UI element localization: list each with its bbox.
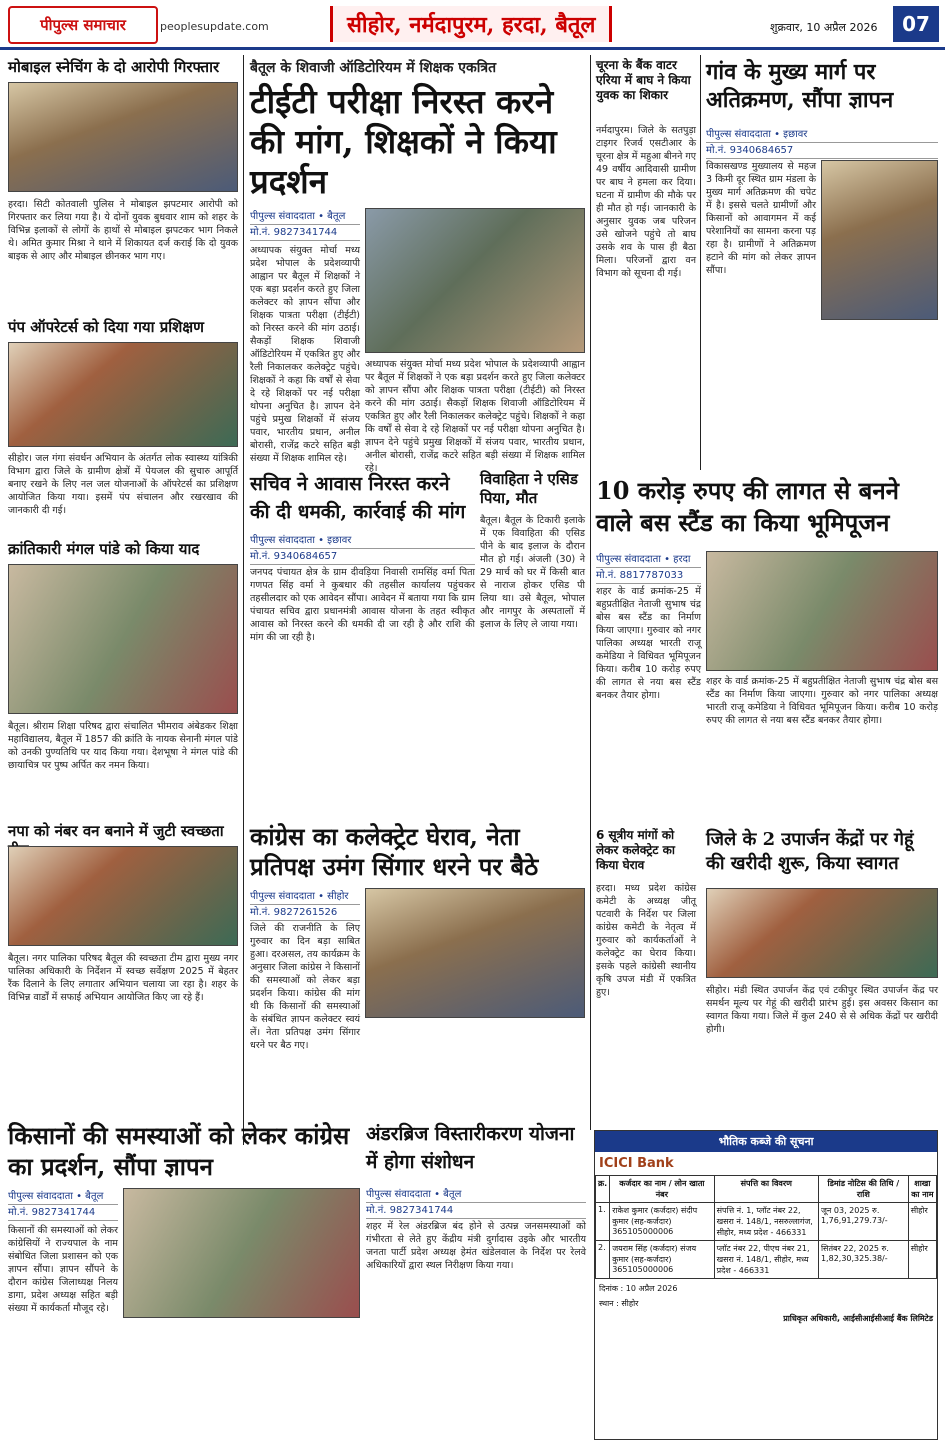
photo-police — [8, 82, 238, 192]
byline: पीपुल्स संवाददाता • बैतूल — [366, 1186, 586, 1203]
byline: पीपुल्स संवाददाता • सीहोर — [250, 888, 360, 905]
table-header: कर्जदार का नाम / लोन खाता नंबर — [610, 1176, 714, 1203]
table-cell: सीहोर — [908, 1241, 936, 1279]
headline: मोबाइल स्नेचिंग के दो आरोपी गिरफ्तार — [8, 58, 220, 76]
byline: पीपुल्स संवाददाता • इछावर — [706, 126, 938, 143]
table-cell: 2. — [596, 1241, 610, 1279]
table-cell: सितंबर 22, 2025 रु. 1,82,30,325.38/- — [818, 1241, 908, 1279]
byline: पीपुल्स संवाददाता • इछावर — [250, 532, 475, 549]
column-rule — [590, 55, 591, 1130]
notice-signatory: प्राधिकृत अधिकारी, आईसीआईसीआई बैंक लिमिटेड — [783, 1314, 933, 1323]
masthead — [0, 0, 945, 50]
article-body: बैतूल। नगर पालिका परिषद बैतूल की स्वच्छता टीम द्वारा मुख्य नगर पालिका अधिकारी के निर्देशन में स्वच्छ सर्वेक्षण 2025 में बेहतर रैंक दिलाने के लिए लगातार अभियान चलाया जा रहा है। शहर के विभिन्न वार्डों में सफाई अभियान आयोजित किए जा रहे हैं। — [8, 953, 238, 1003]
article-six-demands[interactable] — [596, 828, 696, 1118]
byline: पीपुल्स संवाददाता • बैतूल — [250, 208, 360, 225]
table-cell: प्लॉट नंबर 22, पीएच नंबर 21, खसरा नं. 148/1, सीहोर, मध्य प्रदेश - 466331 — [714, 1241, 818, 1279]
article-body: अध्यापक संयुक्त मोर्चा मध्य प्रदेश भोपाल के प्रदेशव्यापी आह्वान पर बैतूल में शिक्षकों ने एक बड़ा प्रदर्शन करते हुए जिला कलेक्टर को ज्ञापन सौंपा और शिक्षक पात्रता परीक्षा (टीईटी) को निरस्त करने की मांग उठाई। सैकड़ों शिक्षक शिवाजी ऑडिटोरियम में एकत्रित हुए और रैली निकालकर कलेक्ट्रेट पहुंचे। शिक्षकों ने कहा कि वर्षों से सेवा दे रहे शिक्षकों पर नई परीक्षा थोपना अनुचित है। ज्ञापन देने पहुंचे प्रमुख शिक्षकों में संजय पवार, भारतीय प्रधान, अनील बोरासी, राजेंद्र कटरे सहित बड़ी संख्या में शिक्षक शामिल रहे। — [250, 245, 360, 464]
headline: क्रांतिकारी मंगल पांडे को किया याद — [8, 540, 200, 558]
headline: नपा को नंबर वन बनाने में जुटी स्वच्छता — [8, 822, 224, 840]
photo-training — [8, 342, 238, 447]
article-wheat-procurement[interactable] — [706, 828, 938, 1118]
byline-mobile: मो.नं. 9340684657 — [250, 548, 475, 565]
article-body: नर्मदापुरम। जिले के सतपुड़ा टाइगर रिजर्व एसटीआर के चूरना क्षेत्र में महुआ बीनने गए 49 वर्षीय आदिवासी ग्रामीण पर बाघ ने हमला कर दिया। घटना में ग्रामीण की मौके पर ही मौत हो गई। जानकारी के अनुसार युवक जब परिजन उसे खोजने पहुंचे तो बाघ उसके शव के पास ही बैठा मिला। परिजनों द्वारा वन विभाग को सूचना दी गई। — [596, 125, 696, 279]
headline: गांव के मुख्य मार्ग पर अतिक्रमण, सौंपा ज्ञापन — [706, 59, 894, 113]
column-rule — [243, 55, 244, 1145]
article-body: जिले की राजनीति के लिए गुरुवार का दिन बड़ा साबित हुआ। दरअसल, तय कार्यक्रम के अनुसार जिला कांग्रेस ने किसानों की समस्याओं को लेकर बड़ा प्रदर्शन किया। कांग्रेस की मांग थी कि किसानों की समस्याओं के संबंधित ज्ञापन कलेक्टर स्वयं लें। नेता प्रतिपक्ष उमंग सिंगार धरने पर बैठ गए। — [250, 923, 360, 1051]
table-header: शाखा का नाम — [908, 1176, 936, 1203]
headline: चूरना के बैंक वाटर एरिया में बाघ ने किया युवक का शिकार — [596, 58, 691, 102]
photo-memorandum — [821, 160, 938, 320]
article-body: हरदा। मध्य प्रदेश कांग्रेस कमेटी के अध्यक्ष जीतू पटवारी के निर्देश पर जिला कांग्रेस कमेटी के नेतृत्व में गुरुवार को कार्यकर्ताओं ने कलेक्ट्रेट का घेराव किया। इसके पहले कांग्रेसी स्थानीय कृषि उपज मंडी में एकत्रित हुए। — [596, 883, 696, 998]
table-header: डिमांड नोटिस की तिथि / राशि — [818, 1176, 908, 1203]
article-body: बैतूल। बैतूल के टिकारी इलाके में एक विवाहिता की एसिड पीने के बाद इलाज के दौरान मौत हो गई। अंजली (30) ने 29 मार्च को घर में किसी बात से नाराज होकर एसिड पी लिया था। उसे बैतूल, भोपाल और नागपुर के अस्पतालों में इलाज के लिए ले जाया गया। — [480, 515, 585, 630]
article-cleanliness[interactable] — [8, 822, 238, 1090]
article-body: शहर के वार्ड क्रमांक-25 में बहुप्रतीक्षित नेताजी सुभाष चंद्र बोस बस स्टैंड का निर्माण किया जाएगा। गुरुवार को नगर पालिका अध्यक्ष भारती राजू कमेडिया ने विधिवत भूमिपूजन किया। करीब 10 करोड़ रुपए की लागत से नया बस स्टैंड बनकर तैयार होगा। — [596, 586, 701, 701]
headline: किसानों की समस्याओं को लेकर कांग्रेस का प्रदर्शन, सौंपा ज्ञापन — [8, 1121, 350, 1181]
article-body: किसानों की समस्याओं को लेकर कांग्रेसियों ने राज्यपाल के नाम संबोधित जिला प्रशासन को एक ज्ञापन सौंपा। ज्ञापन सौंपने के दौरान कांग्रेस जिलाध्यक्ष निलय डागा, प्रदेश अध्यक्ष सहित बड़ी संख्या में कार्यकर्ता मौजूद रहे। — [8, 1225, 118, 1314]
table-cell: जयराम सिंह (कर्जदार) संजय कुमार (सह-कर्जदार) 365105000006 — [610, 1241, 714, 1279]
notice-date: दिनांक : 10 अप्रैल 2026 — [599, 1284, 678, 1293]
byline-mobile: मो.नं. 8817787033 — [596, 567, 701, 584]
byline: पीपुल्स संवाददाता • हरदा — [596, 551, 701, 568]
kicker: बैतूल के शिवाजी ऑडिटोरियम में शिक्षक एकत्रित — [250, 60, 497, 76]
headline: कांग्रेस का कलेक्ट्रेट घेराव, नेता प्रतिपक्ष उमंग सिंगार धरने पर बैठे — [250, 822, 539, 881]
article-tiger-attack[interactable] — [596, 58, 696, 463]
bank-possession-notice — [594, 1130, 938, 1440]
photo-wheat — [706, 888, 938, 978]
article-body: शहर में रेल अंडरब्रिज बंद होने से उत्पन्न जनसमस्याओं को गंभीरता से लेते हुए केंद्रीय मंत्री दुर्गादास उइके और भारतीय जनता पार्टी प्रदेश अध्यक्ष हेमंत खंडेलवाल के निर्देश पर रेलवे अधिकारियों द्वारा स्थल निरीक्षण किया गया। — [366, 1221, 586, 1271]
article-body: जनपद पंचायत क्षेत्र के ग्राम दीवड़िया निवासी रामसिंह वर्मा पिता गणपत सिंह वर्मा ने कुबधार की तहसील कार्यालय पहुंचकर तहसीलदार को एक आवेदन सौंपा। आवेदन में बताया गया कि ग्राम पंचायत सचिव द्वारा प्रधानमंत्री आवास योजना के तहत स्वीकृत आवास को निरस्त करने की धमकी दी जा रही है और राशि की मांग की जा रही है। — [250, 567, 475, 643]
icici-bank-logo: ICICI Bank — [599, 1156, 674, 1171]
headline: जिले के 2 उपार्जन केंद्रों पर गेहूं की खरीदी शुरू, किया स्वागत — [706, 829, 914, 874]
article-farmer-protest[interactable] — [8, 1120, 360, 1440]
table-header: संपत्ति का विवरण — [714, 1176, 818, 1203]
headline: 10 करोड़ रुपए की लागत से बनने वाले बस स्टैंड का किया भूमिपूजन — [596, 476, 899, 537]
article-congress-gherao[interactable] — [250, 822, 585, 1112]
article-bus-stand[interactable] — [596, 475, 938, 815]
article-underbridge[interactable] — [366, 1120, 586, 1440]
photo-bhoomipujan — [706, 551, 938, 671]
newspaper-logo: पीपुल्स समाचार — [8, 6, 158, 44]
byline-mobile: मो.नं. 9827341744 — [250, 224, 360, 241]
article-acid[interactable] — [480, 470, 585, 810]
notice-header: भौतिक कब्जे की सूचना — [595, 1131, 937, 1152]
headline: टीईटी परीक्षा निरस्त करने की मांग, शिक्षकों ने किया प्रदर्शन — [250, 82, 557, 201]
headline: अंडरब्रिज विस्तारीकरण योजना में होगा संशोधन — [366, 1123, 575, 1173]
article-body: हरदा। सिटी कोतवाली पुलिस ने मोबाइल झपटमार आरोपी को गिरफ्तार कर लिया गया है। ये दोनों युवक बुधवार शाम को शहर के विभिन्न इलाकों से लोगों के हाथों से मोबाइल झपटकर भाग निकले थे। अमित कुमार मिश्रा ने थाने में शिकायत दर्ज कराई कि दो युवक बाइक से आए और मोबाइल छीनकर भाग गए। — [8, 199, 238, 262]
article-body: बैतूल। श्रीराम शिक्षा परिषद द्वारा संचालित भीमराव अंबेडकर शिक्षा महाविद्यालय, बैतूल में 1857 की क्रांति के नायक सेनानी मंगल पांडे को उनकी पुण्यतिथि पर याद किया गया। देशभूषा ने मंगल पांडे की छायाचित्र पर पुष्प अर्पित कर नमन किया। — [8, 721, 238, 771]
table-row — [596, 1241, 937, 1279]
table-cell: जून 03, 2025 रु. 1,76,91,279.73/- — [818, 1203, 908, 1241]
edition-cities: सीहोर, नर्मदापुरम, हरदा, बैतूल — [330, 6, 612, 42]
article-mangal-pandey[interactable] — [8, 540, 238, 810]
notice-table — [595, 1175, 937, 1279]
table-cell: सीहोर — [908, 1203, 936, 1241]
headline: पंप ऑपरेटर्स को दिया गया प्रशिक्षण — [8, 318, 204, 336]
website-link[interactable]: peoplesupdate.com — [160, 20, 269, 33]
article-body-cont: अध्यापक संयुक्त मोर्चा मध्य प्रदेश भोपाल के प्रदेशव्यापी आह्वान पर बैतूल में शिक्षकों ने एक बड़ा प्रदर्शन करते हुए जिला कलेक्टर को ज्ञापन सौंपा और शिक्षक पात्रता परीक्षा (टीईटी) को निरस्त करने की मांग उठाई। सैकड़ों शिक्षक शिवाजी ऑडिटोरियम में एकत्रित हुए और रैली निकालकर कलेक्ट्रेट पहुंचे। शिक्षकों ने कहा कि वर्षों से सेवा दे रहे शिक्षकों पर नई परीक्षा थोपना अनुचित है। ज्ञापन देने पहुंचे प्रमुख शिक्षकों में संजय पवार, भारतीय प्रधान, अनील बोरासी, राजेंद्र कटरे सहित बड़ी संख्या में शिक्षक शामिल रहे। — [365, 359, 585, 474]
byline-mobile: मो.नं. 9827261526 — [250, 904, 360, 921]
photo-dharna — [365, 888, 585, 1018]
byline-mobile: मो.नं. 9827341744 — [366, 1202, 586, 1219]
photo-farmer-rally — [123, 1188, 360, 1318]
table-cell: राकेश कुमार (कर्जदार) संदीप कुमार (सह-कर्जदार) 365105000006 — [610, 1203, 714, 1241]
article-encroachment[interactable] — [706, 58, 938, 463]
table-header: क्र. — [596, 1176, 610, 1203]
table-cell: संपत्ति नं. 1, प्लॉट नंबर 22, खसरा नं. 148/1, नसरुल्लागंज, सीहोर, मध्य प्रदेश - 466331 — [714, 1203, 818, 1241]
article-pump-training[interactable] — [8, 318, 238, 528]
byline-mobile: मो.नं. 9827341744 — [8, 1204, 118, 1221]
headline: सचिव ने आवास निरस्त करने की दी धमकी, कार्रवाई की मांग — [250, 473, 466, 523]
article-body: सीहोर। मंडी स्थित उपार्जन केंद्र एवं टकीपुर स्थित उपार्जन केंद्र पर समर्थन मूल्य पर गेहूं की खरीदी प्रारंभ हुई। इस अवसर किसान का स्वागत किया गया। जिले में कुल 240 से से अधिक केंद्रों पर खरीदी होगी। — [706, 985, 938, 1035]
table-row — [596, 1203, 937, 1241]
photo-cleaning — [8, 846, 238, 946]
article-housing-threat[interactable] — [250, 470, 475, 810]
photo-teachers-crowd — [365, 208, 585, 353]
photo-tribute — [8, 564, 238, 714]
column-rule — [700, 55, 701, 470]
headline: विवाहिता ने एसिड पिया, मौत — [480, 470, 578, 507]
article-mobile-snatching[interactable] — [8, 58, 238, 308]
byline: पीपुल्स संवाददाता • बैतूल — [8, 1188, 118, 1205]
notice-place: स्थान : सीहोर — [599, 1299, 639, 1308]
page-number: 07 — [893, 6, 939, 42]
article-tet-protest[interactable] — [250, 58, 585, 474]
headline: 6 सूत्रीय मांगों को लेकर कलेक्ट्रेट का किया घेराव — [596, 828, 675, 872]
issue-date: शुक्रवार, 10 अप्रैल 2026 — [770, 21, 878, 34]
article-body: विकासखण्ड मुख्यालय से महज 3 किमी दूर स्थित ग्राम मंडला के मुख्य मार्ग अतिक्रमण की चपेट में है। इससे चलते ग्रामीणों और किसानों को आवागमन में कई परेशानियों का सामना करना पड़ रहा है। ग्रामीणों ने अतिक्रमण हटाने की मांग को लेकर ज्ञापन सौंपा। — [706, 161, 816, 276]
byline-mobile: मो.नं. 9340684657 — [706, 142, 938, 159]
table-cell: 1. — [596, 1203, 610, 1241]
article-body: सीहोर। जल गंगा संवर्धन अभियान के अंतर्गत लोक स्वास्थ्य यांत्रिकी विभाग द्वारा जिले के ग्रामीण क्षेत्रों में पेयजल की सुचारु आपूर्ति बनाए रखने के लिए नल जल योजनाओं के ऑपरेटर्स का प्रशिक्षण आयोजित किया गया। इसमें पंप संचालन और रखरखाव की जानकारी दी गई। — [8, 453, 238, 516]
article-body-cont: शहर के वार्ड क्रमांक-25 में बहुप्रतीक्षित नेताजी सुभाष चंद्र बोस बस स्टैंड का निर्माण किया जाएगा। गुरुवार को नगर पालिका अध्यक्ष भारती राजू कमेडिया ने विधिवत भूमिपूजन किया। करीब 10 करोड़ रुपए की लागत से नया बस स्टैंड बनकर तैयार होगा। — [706, 676, 938, 726]
